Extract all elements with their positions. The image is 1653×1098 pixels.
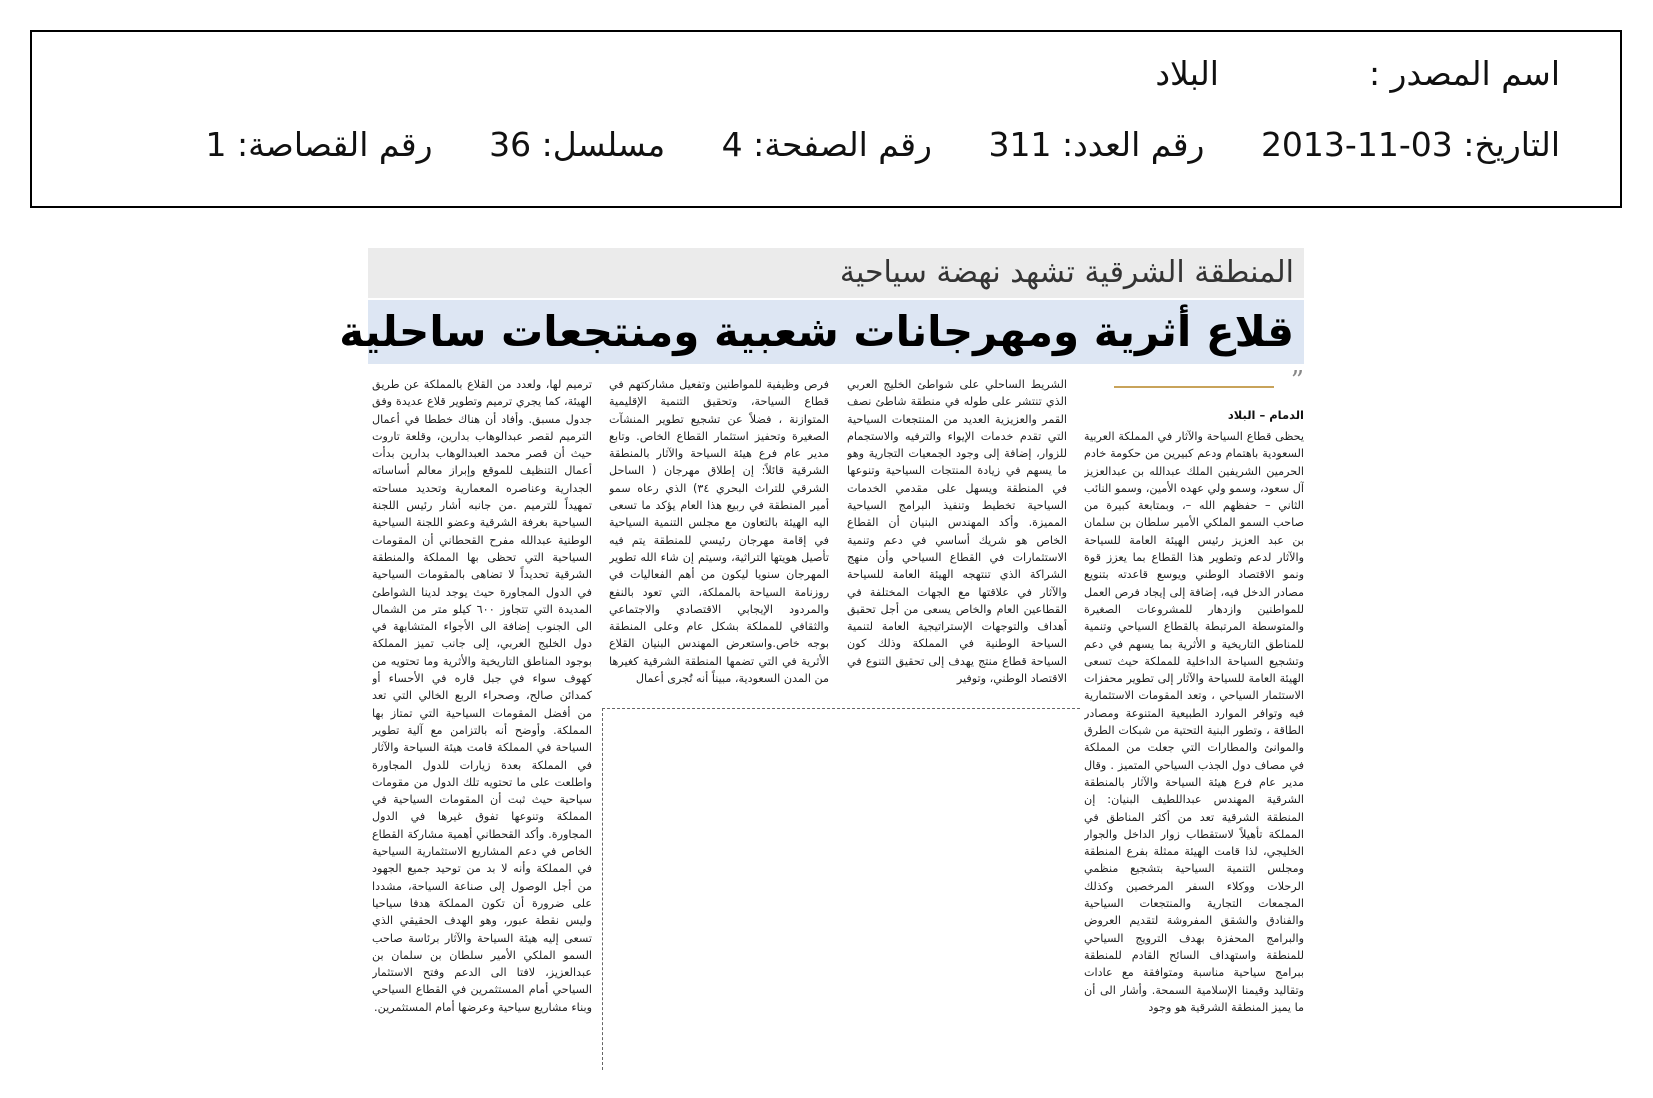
source-line [1155, 54, 1560, 94]
source-info-box [30, 30, 1622, 208]
source-value: البلاد [1155, 54, 1219, 93]
date-value: 2013-11-03 [1260, 125, 1453, 164]
article-headline: قلاع أثرية ومهرجانات شعبية ومنتجعات ساحلية [339, 307, 1294, 356]
issue-value: 311 [988, 125, 1052, 164]
clip-value: 1 [205, 125, 227, 164]
dashed-box-left [602, 708, 603, 1070]
article-column-2 [847, 376, 1067, 728]
serial-value: 36 [489, 125, 532, 164]
source-label: اسم المصدر : [1368, 54, 1560, 93]
article-column-3 [609, 376, 829, 728]
kicker-bar [368, 248, 1304, 298]
quote-divider [1114, 386, 1274, 388]
newspaper-clipping [339, 248, 1304, 1070]
page-label: رقم الصفحة: [753, 125, 932, 164]
article-byline: الدمام – البلاد [1227, 408, 1304, 422]
column-2-text: الشريط الساحلي على شواطئ الخليج العربي الذي تنتشر على طوله في منطقة شاطئ نصف القمر والعزيزية العديد من المنتجعات السياحية التي تقدم خدمات الإيواء والترفيه والاستجمام للزوار، إضافة إلى وجود الجمعيات التجارية وهو ما يسهم في زيادة المنتجات السياحية وتنوعها في المنطقة ويسهل على مقدمي الخدمات السياحية تخطيط وتنفيذ البرامج السياحية المميزة. وأكد المهندس البنيان أن القطاع الخاص هو شريك أساسي في دعم وتنمية الاستثمارات في القطاع السياحي وأن منهج الشراكة الذي تنتهجه الهيئة العامة للسياحة والآثار في علاقتها مع الجهات المختلفة في القطاعين العام والخاص يسعى من أجل تحقيق أهداف والتوجهات الإستراتيجية العامة لتنمية السياحة الوطنية في المملكة وذلك كون السياحة قطاع منتج يهدف إلى تحقيق التنوع في الاقتصاد الوطني، وتوفير [847, 378, 1067, 686]
quote-mark-icon: ” [1290, 366, 1304, 396]
article-column-1 [1084, 428, 1304, 1068]
issue-label: رقم العدد: [1061, 125, 1205, 164]
date-label: التاريخ: [1463, 125, 1560, 164]
serial-label: مسلسل: [541, 125, 666, 164]
column-3-text: فرص وظيفية للمواطنين وتفعيل مشاركتهم في قطاع السياحة، وتحقيق التنمية الإقليمية المتوازنة ، فضلاً عن تشجيع تطوير المنشآت الصغيرة وتحفيز استثمار القطاع الخاص. وتابع مدير عام فرع هيئة السياحة والآثار بالمنطقة الشرقية قائلاً: إن إطلاق مهرجان ( الساحل الشرقي للتراث البحري ٣٤) الذي رعاه سمو أمير المنطقة في ربيع هذا العام يؤكد ما تسعى اليه الهيئة بالتعاون مع مجلس التنمية السياحية في إقامة مهرجان رئيسي للمنطقة يتم فيه تأصيل هويتها التراثية، وسيتم إن شاء الله تطوير المهرجان سنويا ليكون من أهم الفعاليات في روزنامة السياحة بالمملكة، التي تعود بالنفع والمردود الإيجابي الاقتصادي والاجتماعي والثقافي للمملكة بشكل عام وعلى المنطقة بوجه خاص.واستعرض المهندس البنيان القلاع الأثرية في التي تضمها المنطقة الشرقية كغيرها من المدن السعودية، مبيناً أنه تُجرى أعمال [609, 378, 829, 686]
column-1-text: يحظى قطاع السياحة والآثار في المملكة العربية السعودية باهتمام ودعم كبيرين من حكومة خادم الحرمين الشريفين الملك عبدالله بن عبدالعزيز آل سعود، وسمو ولي عهده الأمين، وسمو النائب الثاني – حفظهم الله –، وبمتابعة كبيرة من صاحب السمو الملكي الأمير سلطان بن سلمان بن عبد العزيز رئيس الهيئة العامة للسياحة والآثار لدعم وتطوير هذا القطاع بما يعزز قوة ونمو الاقتصاد الوطني ويوسع قاعدته بتنويع مصادر الدخل فيه، إضافة إلى إيجاد فرص العمل للمواطنين وازدهار للمشروعات الصغيرة والمتوسطة المرتبطة بالقطاع السياحي وتنمية للمناطق التاريخية و الأثرية بما يسهم في دعم وتشجيع السياحة الداخلية للمملكة حيث تسعى الهيئة العامة للسياحة والآثار إلى تطوير محفزات الاستثمار السياحي ، وتعد المقومات الاستثمارية فيه وتوافر الموارد الطبيعية المتنوعة ومصادر الطاقة ، وتطور البنية التحتية من شبكات الطرق والموانئ والمطارات التي جعلت من المملكة في مصاف دول الجذب السياحي المتميز . وقال مدير عام فرع هيئة السياحة والآثار بالمنطقة الشرقية المهندس عبداللطيف البنيان: إن المنطقة الشرقية تعد من أكثر المناطق في المملكة تأهيلاً لاستقطاب زوار الداخل والجوار الخليجي، لذا قامت الهيئة ممثلة بفرع المنطقة ومجلس التنمية السياحية بتشجيع منظمي الرحلات ووكلاء السفر المرخصين وكذلك المجمعات التجارية والمنتجعات السياحية والفنادق والشقق المفروشة لتقديم العروض والبرامج المحفزة بهدف الترويج السياحي للمنطقة واستهداف السائح القادم للمنطقة ببرامج سياحية مناسبة ومتوافقة مع عادات وتقاليد وقيمنا الإسلامية السمحة. وأشار الى أن ما يميز المنطقة الشرقية هو وجود [1084, 430, 1304, 1014]
page-value: 4 [721, 125, 743, 164]
article-kicker: المنطقة الشرقية تشهد نهضة سياحية [839, 255, 1294, 290]
details-line [205, 125, 1560, 165]
clip-label: رقم القصاصة: [236, 125, 433, 164]
headline-bar [339, 300, 1304, 364]
article-column-4 [372, 376, 592, 1068]
dashed-box-top [602, 708, 1080, 709]
column-4-text: ترميم لها، ولعدد من القلاع بالمملكة عن طريق الهيئة، كما يجري ترميم وتطوير قلاع عديدة وفق جدول مسبق. وأفاد أن هناك خططا في أعمال الترميم لقصر عبدالوهاب بدارين، وقلعة تاروت حيث أن قصر محمد العبدالوهاب بدارين بدأت أعمال التنظيف للموقع وإبراز معالم أساساته الجدارية وعناصره المعمارية وتحديد مساحته تمهيداً للترميم .من جانبه أشار رئيس اللجنة السياحية بغرفة الشرقية وعضو اللجنة السياحية الوطنية عبدالله مفرح القحطاني أن المقومات السياحية التي تحظى بها المملكة والمنطقة الشرقية تحديداً لا تضاهى بالمقومات السياحية في الدول المجاورة حيث يوجد لدينا الشواطئ المديدة التي تتجاوز ٦٠٠ كيلو متر من الشمال الى الجنوب إضافة الى الأجواء المتشابهة في دول الخليج العربي، إلى جانب تميز المملكة بوجود المناطق التاريخية والأثرية وما تحتويه من كهوف سواء في جبل قاره في الأحساء أو كمدائن صالح، وصحراء الربع الخالي التي تعد من أفضل المقومات السياحية التي تمتاز بها المملكة. وأوضح أنه بالتزامن مع آلية تطوير السياحة في المملكة قامت هيئة السياحة والآثار في المملكة بعدة زيارات للدول المجاورة واطلعت على ما تحتويه تلك الدول من مقومات سياحية حيث ثبت أن المقومات السياحية في المملكة وتنوعها تفوق غيرها في الدول المجاورة. وأكد القحطاني أهمية مشاركة القطاع الخاص في دعم المشاريع الاستثمارية السياحية في المملكة وأنه لا بد من توحيد جميع الجهود من أجل الوصول إلى صناعة السياحة، مشددا على ضرورة أن تكون المملكة هدفا سياحيا وليس نقطة عبور، وهو الهدف الحقيقي الذي تسعى إليه هيئة السياحة والآثار برئاسة صاحب السمو الملكي الأمير سلطان بن سلمان بن عبدالعزيز، لافتا الى الدعم وفتح الاستثمار السياحي أمام المستثمرين في القطاع السياحي وبناء مشاريع سياحية وعرضها أمام المستثمرين. [372, 378, 592, 1014]
